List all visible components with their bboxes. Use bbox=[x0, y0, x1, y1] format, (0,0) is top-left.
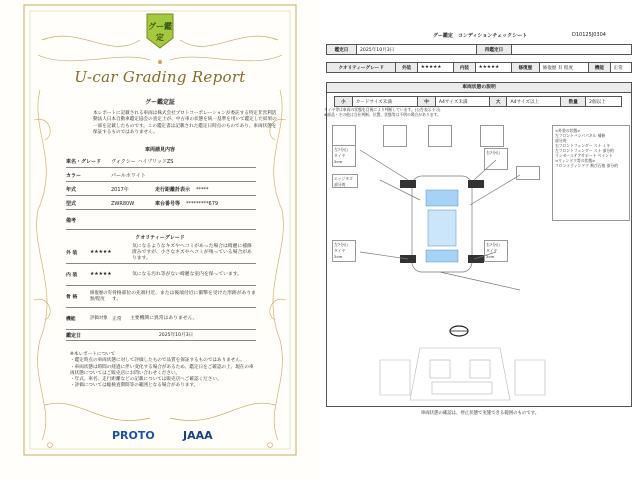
row-year bbox=[66, 184, 256, 196]
repair-history: 修復歴の有 無/程度 bbox=[90, 291, 112, 302]
quality-text: 気になるようなキズやヘコミがあった場合は綺麗に補修済みですが、小さなキズやヘコミが残っている場合があります。 bbox=[132, 243, 252, 261]
date-value: 2025年10月3日 bbox=[357, 45, 477, 55]
size-cell: A4サイズ未満 bbox=[435, 97, 489, 107]
vehicle-diagram bbox=[320, 0, 640, 480]
size-cell: カードサイズ未満 bbox=[352, 97, 418, 107]
quality-key: 骨 格 bbox=[66, 295, 78, 300]
legend-line: タイヤ等は車両の状態を目視により判断しています。(公告表示不可) bbox=[324, 107, 441, 112]
note-line: 右フロントフェンダー スナ ミキ bbox=[555, 143, 611, 148]
quality-grade-label: クオリティーグレード bbox=[135, 235, 185, 241]
logo-strip bbox=[0, 428, 320, 448]
note-line: ・年式、車名、走行距離などの記載については販売店へご確認ください。 bbox=[70, 377, 222, 383]
goo-badge-icon bbox=[145, 12, 175, 50]
grade-cell: 外装 bbox=[396, 63, 417, 73]
note-line: ※本レポートについて bbox=[70, 352, 116, 357]
grade-cell: ★★★★★ bbox=[417, 63, 453, 73]
badge-label: グー鑑定 bbox=[148, 22, 172, 42]
reinspection-label: 再鑑定日 bbox=[477, 45, 512, 55]
condition-notes bbox=[552, 125, 630, 221]
function-status: 正常 bbox=[112, 317, 122, 322]
note-line: ・鑑定時点の車両状態に対して評価したもので品質を保証するものではありません。 bbox=[70, 358, 245, 364]
note-line: 部分的 bbox=[555, 138, 567, 143]
quality-text: 気になる汚れ等がない綺麗な室内を保っています。 bbox=[132, 271, 242, 277]
row-value2: ***** bbox=[196, 186, 209, 193]
grade-cell: 機能 bbox=[589, 63, 610, 73]
row-value: ヴォクシー ハイブリッドZS bbox=[111, 159, 174, 165]
quality-key: 内 装 bbox=[66, 273, 78, 278]
annotation-label: エッジキズ 部分的 bbox=[334, 176, 353, 187]
quality-key: 外 装 bbox=[66, 251, 78, 256]
row-value: 2017年 bbox=[111, 187, 129, 193]
row-color bbox=[66, 170, 256, 182]
annotation-label: 右7分山 bbox=[486, 242, 500, 247]
grade-cell: 修復歴 有 程度 bbox=[539, 63, 589, 73]
size-cell: 数量 bbox=[561, 97, 586, 107]
footer-key: 鑑定日 bbox=[66, 332, 82, 339]
size-cell: 2個以上 bbox=[586, 97, 622, 107]
date-label: 鑑定日 bbox=[327, 45, 357, 55]
row-value: パールホワイト bbox=[111, 173, 146, 179]
row-key2: 走行距離計表示 bbox=[155, 187, 191, 193]
footer-date bbox=[66, 330, 256, 341]
star-rating: ★★★★★ bbox=[90, 250, 112, 255]
note-line: フロントウィンドウ 飛び石痕 部分的 bbox=[555, 163, 618, 168]
size-cell: 大 bbox=[489, 97, 507, 107]
note-line: ・評価については総検査期間等の範囲となる場合があります。 bbox=[70, 383, 199, 389]
annotation-sub: タイヤ 2cm bbox=[334, 248, 346, 259]
size-cell: 小 bbox=[335, 97, 353, 107]
grade-cell: 修復歴 bbox=[512, 63, 539, 73]
quality-key: 機能 bbox=[66, 317, 76, 322]
proto-logo: PROTO bbox=[112, 429, 155, 442]
note-line: <外装の状態> bbox=[555, 128, 581, 133]
note-line: 左フロントフェンダー スナ 部分的 bbox=[555, 148, 614, 153]
row-key: 備考 bbox=[66, 218, 77, 224]
row-value2: *********679 bbox=[186, 200, 219, 207]
annotation-label: 右7分山 bbox=[486, 150, 500, 155]
quality-text: 主要機関に異常はありません。 bbox=[130, 315, 198, 321]
grade-cell: ★★★★★ bbox=[475, 63, 511, 73]
note-line: ・車両状態は時間の経過に伴い変化する場合があるため、鑑定日をご確認の上、現在の車両状態についてはご販売店にお問い合わせください。 bbox=[70, 364, 254, 376]
certificate-name: グー鑑定証 bbox=[144, 99, 175, 106]
document-id: D10125J0304 bbox=[572, 32, 606, 38]
quality-interior bbox=[66, 264, 256, 286]
legend-line: ※部品・その他は当社判断、位置、状態等は不明の場合があります。 bbox=[324, 112, 441, 117]
jaaa-logo: JAAA bbox=[183, 429, 213, 442]
note-line: ランゼーステアサポート ペイント bbox=[555, 153, 613, 158]
row-value: ZWR80W bbox=[111, 200, 135, 207]
intro-text: 本レポートに記載される車両は株式会社プロトコーポレーションが委託する特定非営利活動法人日本自動車鑑定協会の査定士が、中古車の状態を統一基準を用いて鑑定した結果の一部を記載したものです。この鑑定書は記載された鑑定日時点のものであり、車両状態を保証するものではありません。 bbox=[93, 111, 277, 136]
row-key: 型式 bbox=[66, 201, 77, 207]
row-key: カラー bbox=[66, 173, 82, 179]
grade-cell: 正常 bbox=[610, 63, 631, 73]
star-rating: ★★★★★ bbox=[90, 272, 112, 277]
note-line: 左フロントバンパパネル 補修 bbox=[555, 133, 606, 138]
quality-frame bbox=[66, 286, 256, 308]
annotation-sub: タイヤ 2cm bbox=[334, 153, 346, 164]
condition-check-sheet bbox=[320, 0, 640, 480]
size-cell: 中 bbox=[418, 97, 436, 107]
row-key: 車名・グレード bbox=[66, 159, 102, 165]
row-key2: 車台番号等 bbox=[155, 201, 181, 207]
row-type bbox=[66, 198, 256, 210]
sheet-title: グー鑑定 コンディションチェックシート bbox=[432, 33, 528, 39]
notes bbox=[70, 352, 258, 390]
vehicle-section-title: 車両請見内容 bbox=[144, 147, 175, 153]
quality-text: 骨格部位の先端付近、または後端付近に衝撃を受けた形跡があります。 bbox=[112, 290, 256, 302]
row-model bbox=[66, 156, 256, 168]
panel-title: 車両状態の説明 bbox=[327, 83, 631, 93]
row-key: 年式 bbox=[66, 187, 77, 193]
grade-cell: 内装 bbox=[454, 63, 475, 73]
grade-cell: クオリティーグレード bbox=[327, 63, 396, 73]
annotation-sub: タイヤ 2cm bbox=[486, 248, 498, 259]
row-remarks bbox=[66, 212, 256, 230]
note-line: <ウィンドウ等の状態> bbox=[555, 158, 596, 163]
footer-value: 2025年10月3日 bbox=[158, 333, 194, 338]
report-title: U-car Grading Report bbox=[74, 68, 246, 86]
size-cell: A4サイズ以上 bbox=[507, 97, 561, 107]
quality-exterior bbox=[66, 242, 256, 264]
annotation-label: 左7分山 bbox=[334, 147, 348, 152]
bottom-note: 車両状態の確認は、停止状態で実施できる範囲のものです。 bbox=[420, 411, 540, 416]
function-target: 評価対象 bbox=[90, 315, 108, 321]
annotation-label: 左7分山 bbox=[334, 242, 348, 247]
